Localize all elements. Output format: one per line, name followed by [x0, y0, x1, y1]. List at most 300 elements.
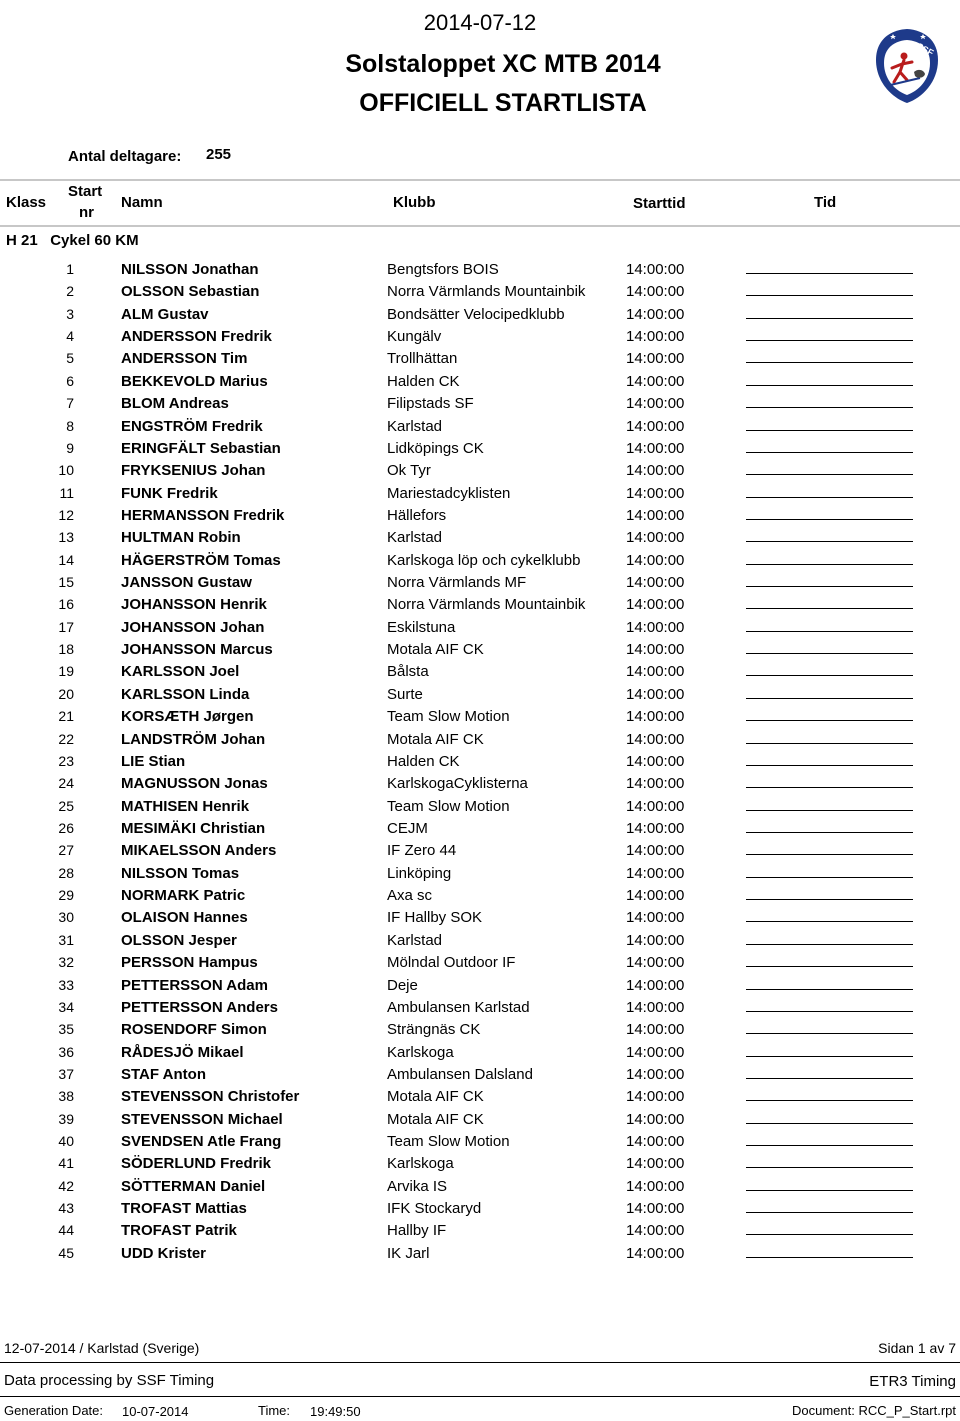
table-row	[0, 1108, 960, 1130]
club-name: Bengtsfors BOIS	[387, 261, 499, 278]
club-name: Arvika IS	[387, 1177, 448, 1195]
result-time-blank	[746, 653, 913, 654]
club-name: Karlskoga	[387, 1043, 454, 1061]
start-time: 14:00:00	[626, 462, 685, 480]
result-time-blank	[746, 541, 913, 542]
table-row	[0, 303, 960, 325]
rider-name: STEVENSSON Christofer	[121, 1088, 300, 1106]
participants-label: Antal deltagare:	[68, 148, 182, 165]
rider-name: UDD Krister	[121, 1244, 207, 1262]
start-time: 14:00:00	[626, 261, 685, 278]
start-time: 14:00:00	[626, 730, 685, 748]
table-row	[0, 482, 960, 504]
table-row	[0, 862, 960, 884]
rider-name: NILSSON Tomas	[121, 864, 240, 882]
result-time-blank	[746, 854, 913, 855]
start-time: 14:00:00	[626, 1155, 685, 1173]
rider-name: BEKKEVOLD Marius	[121, 372, 268, 390]
rider-name: TROFAST Patrik	[121, 1222, 237, 1240]
club-name: Deje	[387, 976, 418, 994]
result-time-blank	[746, 1212, 913, 1213]
result-time-blank	[746, 497, 913, 498]
start-number: 22	[58, 730, 74, 747]
start-time: 14:00:00	[626, 641, 685, 659]
start-number: 41	[58, 1155, 74, 1172]
club-name: Norra Värmlands Mountainbik	[387, 283, 586, 301]
start-time: 14:00:00	[626, 976, 685, 994]
start-time: 14:00:00	[626, 484, 685, 502]
logo-text: SSF	[915, 40, 936, 58]
club-name: Karlskoga löp och cykelklubb	[387, 551, 581, 569]
rider-name: JOHANSSON Johan	[121, 618, 265, 636]
start-time: 14:00:00	[626, 1088, 685, 1106]
start-number: 29	[58, 887, 74, 904]
result-time-blank	[746, 407, 913, 408]
club-name: Halden CK	[387, 752, 460, 770]
table-row	[0, 593, 960, 615]
start-number: 13	[58, 529, 74, 546]
table-row	[0, 795, 960, 817]
rider-name: ROSENDORF Simon	[121, 1021, 267, 1039]
start-time: 14:00:00	[626, 797, 685, 815]
start-number: 25	[58, 797, 74, 814]
rider-name: PETTERSSON Adam	[121, 976, 268, 994]
result-time-blank	[746, 1011, 913, 1012]
result-time-blank	[746, 877, 913, 878]
result-time-blank	[746, 273, 913, 274]
footer-processing: Data processing by SSF Timing	[4, 1372, 215, 1389]
rider-name: OLSSON Sebastian	[121, 283, 260, 301]
rider-name: STAF Anton	[121, 1065, 206, 1083]
result-time-blank	[746, 921, 913, 922]
category-heading	[6, 232, 139, 249]
table-row	[0, 280, 960, 302]
rider-name: RÅDESJÖ Mikael	[121, 1043, 244, 1061]
table-row	[0, 1085, 960, 1107]
result-time-blank	[746, 1123, 913, 1124]
result-time-blank	[746, 385, 913, 386]
rider-name: MIKAELSSON Anders	[121, 842, 277, 860]
rider-name: STEVENSSON Michael	[121, 1110, 283, 1128]
table-row	[0, 1152, 960, 1174]
footer-time-value: 19:49:50	[310, 1404, 361, 1419]
result-time-blank	[746, 832, 913, 833]
start-number: 44	[58, 1222, 74, 1239]
club-name: Mölndal Outdoor IF	[387, 954, 516, 972]
club-name: Linköping	[387, 864, 452, 882]
start-number: 24	[58, 775, 74, 792]
result-time-blank	[746, 765, 913, 766]
footer-rule-2	[0, 1396, 960, 1397]
start-number: 18	[58, 641, 74, 658]
table-row	[0, 951, 960, 973]
club-name: Norra Värmlands Mountainbik	[387, 596, 586, 614]
footer-time-label: Time:	[258, 1403, 291, 1418]
table-row	[0, 258, 960, 280]
result-time-blank	[746, 564, 913, 565]
rider-name: OLSSON Jesper	[121, 931, 237, 949]
rider-name: SÖTTERMAN Daniel	[121, 1177, 266, 1195]
table-row	[0, 683, 960, 705]
result-time-blank	[746, 340, 913, 341]
result-time-blank	[746, 944, 913, 945]
club-name: Team Slow Motion	[387, 708, 510, 726]
start-time: 14:00:00	[626, 708, 685, 726]
footer-page: Sidan 1 av 7	[878, 1340, 956, 1356]
club-name: Motala AIF CK	[387, 730, 484, 748]
table-row	[0, 1197, 960, 1219]
category-code: H 21	[6, 232, 38, 249]
start-time: 14:00:00	[626, 931, 685, 949]
start-number: 36	[58, 1043, 74, 1060]
club-name: Motala AIF CK	[387, 641, 484, 659]
result-time-blank	[746, 1257, 913, 1258]
rider-name: HÄGERSTRÖM Tomas	[121, 551, 281, 569]
club-name: Karlstad	[387, 529, 443, 547]
rider-name: HULTMAN Robin	[121, 529, 241, 547]
table-row	[0, 1219, 960, 1241]
result-time-blank	[746, 966, 913, 967]
club-name: Trollhättan	[387, 350, 458, 368]
table-row	[0, 638, 960, 660]
club-name: Eskilstuna	[387, 618, 456, 636]
rider-name: KARLSSON Linda	[121, 685, 250, 703]
start-number: 16	[58, 596, 74, 613]
start-time: 14:00:00	[626, 596, 685, 614]
table-row	[0, 571, 960, 593]
club-name: Motala AIF CK	[387, 1088, 484, 1106]
club-name: Bålsta	[387, 663, 429, 681]
rider-name: JANSSON Gustaw	[121, 574, 252, 592]
result-time-blank	[746, 519, 913, 520]
club-name: Axa sc	[387, 887, 433, 905]
table-row	[0, 1063, 960, 1085]
club-name: IF Zero 44	[387, 842, 457, 860]
rider-name: SVENDSEN Atle Frang	[121, 1133, 282, 1151]
start-time: 14:00:00	[626, 551, 685, 569]
start-time: 14:00:00	[626, 395, 685, 413]
table-row	[0, 1041, 960, 1063]
result-time-blank	[746, 1190, 913, 1191]
start-time: 14:00:00	[626, 439, 685, 457]
club-name: IF Hallby SOK	[387, 909, 483, 927]
start-time: 14:00:00	[626, 506, 685, 524]
result-time-blank	[746, 586, 913, 587]
table-row	[0, 325, 960, 347]
table-row	[0, 504, 960, 526]
start-number: 19	[58, 663, 74, 680]
result-time-blank	[746, 295, 913, 296]
club-name: Halden CK	[387, 372, 460, 390]
start-number: 38	[58, 1088, 74, 1105]
rider-name: ANDERSSON Fredrik	[121, 328, 272, 346]
start-time: 14:00:00	[626, 1065, 685, 1083]
start-number: 26	[58, 819, 74, 836]
start-number: 12	[58, 506, 74, 523]
header-top-rule	[0, 179, 960, 181]
start-number: 43	[58, 1200, 74, 1217]
result-time-blank	[746, 362, 913, 363]
result-time-blank	[746, 474, 913, 475]
club-name: Filipstads SF	[387, 395, 474, 413]
rider-name: PERSSON Hampus	[121, 954, 258, 972]
result-time-blank	[746, 1234, 913, 1235]
club-name: Ambulansen Karlstad	[387, 998, 530, 1016]
start-time: 14:00:00	[626, 1021, 685, 1039]
footer-gen-date: 10-07-2014	[122, 1404, 189, 1419]
club-name: CEJM	[387, 819, 428, 837]
result-time-blank	[746, 720, 913, 721]
start-time: 14:00:00	[626, 819, 685, 837]
rider-name: ENGSTRÖM Fredrik	[121, 417, 263, 435]
start-number: 6	[66, 372, 74, 389]
result-time-blank	[746, 675, 913, 676]
result-time-blank	[746, 698, 913, 699]
rider-name: FRYKSENIUS Johan	[121, 462, 266, 480]
start-number: 4	[66, 328, 74, 345]
club-name: Ambulansen Dalsland	[387, 1065, 533, 1083]
table-row	[0, 526, 960, 548]
club-name: Team Slow Motion	[387, 797, 510, 815]
club-name: Mariestadcyklisten	[387, 484, 511, 502]
club-name: Surte	[387, 685, 423, 703]
result-time-blank	[746, 1167, 913, 1168]
club-name: Hallby IF	[387, 1222, 447, 1240]
header-bottom-rule	[0, 225, 960, 227]
footer-rule-1	[0, 1362, 960, 1363]
rider-name: JOHANSSON Henrik	[121, 596, 267, 614]
start-number: 11	[59, 484, 74, 501]
start-time: 14:00:00	[626, 909, 685, 927]
start-number: 2	[66, 283, 74, 300]
start-time: 14:00:00	[626, 685, 685, 703]
table-row	[0, 884, 960, 906]
rider-name: KARLSSON Joel	[121, 663, 240, 681]
start-number: 27	[58, 842, 74, 859]
table-row	[0, 1175, 960, 1197]
start-number: 28	[58, 864, 74, 881]
start-number: 9	[66, 439, 74, 456]
table-row	[0, 750, 960, 772]
table-row	[0, 996, 960, 1018]
club-name: Team Slow Motion	[387, 1133, 510, 1151]
rider-name: MESIMÄKI Christian	[121, 819, 266, 837]
rider-name: FUNK Fredrik	[121, 484, 218, 502]
start-time: 14:00:00	[626, 1177, 685, 1195]
result-time-blank	[746, 1145, 913, 1146]
club-name: Karlskoga	[387, 1155, 454, 1173]
table-row	[0, 929, 960, 951]
table-row	[0, 1018, 960, 1040]
club-name: Strängnäs CK	[387, 1021, 481, 1039]
result-time-blank	[746, 1078, 913, 1079]
result-time-blank	[746, 743, 913, 744]
start-number: 17	[58, 618, 74, 635]
start-time: 14:00:00	[626, 1133, 685, 1151]
table-row	[0, 415, 960, 437]
category-name: Cykel 60 KM	[50, 232, 139, 249]
footer-gen-label: Generation Date:	[4, 1403, 104, 1418]
start-number: 10	[58, 462, 74, 479]
footer-date-place: 12-07-2014 / Karlstad (Sverige)	[4, 1340, 200, 1356]
start-number: 5	[66, 350, 74, 367]
start-time: 14:00:00	[626, 305, 685, 323]
rider-name: ERINGFÄLT Sebastian	[121, 439, 281, 457]
club-name: Ok Tyr	[387, 462, 431, 480]
result-time-blank	[746, 608, 913, 609]
start-time: 14:00:00	[626, 752, 685, 770]
rider-name: KORSÆTH Jørgen	[121, 708, 254, 726]
start-time: 14:00:00	[626, 775, 685, 793]
start-number: 33	[58, 976, 74, 993]
table-row	[0, 549, 960, 571]
start-number: 35	[58, 1021, 74, 1038]
start-time: 14:00:00	[626, 328, 685, 346]
start-time: 14:00:00	[626, 1200, 685, 1218]
start-number: 42	[58, 1177, 74, 1194]
table-row	[0, 817, 960, 839]
start-number: 34	[58, 998, 74, 1015]
start-time: 14:00:00	[626, 417, 685, 435]
result-time-blank	[746, 631, 913, 632]
start-number: 1	[66, 261, 74, 277]
rider-name: OLAISON Hannes	[121, 909, 248, 927]
footer-document: Document: RCC_P_Start.rpt	[791, 1403, 956, 1418]
table-row	[0, 616, 960, 638]
rider-name: ANDERSSON Tim	[121, 350, 248, 368]
result-time-blank	[746, 452, 913, 453]
club-name: Bondsätter Velocipedklubb	[387, 305, 565, 323]
rider-name: PETTERSSON Anders	[121, 998, 278, 1016]
list-title: OFFICIELL STARTLISTA	[359, 89, 647, 117]
club-name: KarlskogaCyklisterna	[387, 775, 528, 793]
rider-name: LIE Stian	[121, 752, 186, 770]
rider-name: MAGNUSSON Jonas	[121, 775, 268, 793]
table-row	[0, 370, 960, 392]
result-time-blank	[746, 899, 913, 900]
start-time: 14:00:00	[626, 864, 685, 882]
result-time-blank	[746, 1100, 913, 1101]
result-time-blank	[746, 810, 913, 811]
start-number: 30	[58, 909, 74, 926]
club-name: Karlstad	[387, 417, 443, 435]
table-row	[0, 974, 960, 996]
col-klubb: Klubb	[393, 194, 436, 211]
rider-name: NILSSON Jonathan	[121, 261, 259, 278]
rider-name: SÖDERLUND Fredrik	[121, 1155, 272, 1173]
start-number: 8	[66, 417, 74, 434]
start-number: 15	[58, 574, 74, 591]
rider-name: LANDSTRÖM Johan	[121, 730, 266, 748]
start-time: 14:00:00	[626, 1222, 685, 1240]
start-number: 14	[58, 551, 74, 568]
start-number: 7	[66, 395, 74, 412]
result-time-blank	[746, 1056, 913, 1057]
table-row	[0, 1130, 960, 1152]
start-number: 39	[58, 1110, 74, 1127]
result-time-blank	[746, 1033, 913, 1034]
table-row	[0, 1242, 960, 1264]
table-row	[0, 437, 960, 459]
rider-name: HERMANSSON Fredrik	[121, 506, 285, 524]
table-row	[0, 347, 960, 369]
table-row	[0, 660, 960, 682]
report-date: 2014-07-12	[423, 10, 537, 35]
club-name: Karlstad	[387, 931, 443, 949]
start-time: 14:00:00	[626, 887, 685, 905]
event-title: Solstaloppet XC MTB 2014	[345, 50, 661, 78]
start-number: 32	[58, 954, 74, 971]
start-number: 3	[66, 305, 74, 322]
rider-name: TROFAST Mattias	[121, 1200, 247, 1218]
col-tid: Tid	[814, 194, 837, 211]
club-name: IK Jarl	[387, 1244, 430, 1262]
table-row	[0, 392, 960, 414]
table-row	[0, 705, 960, 727]
rider-name: ALM Gustav	[121, 305, 209, 323]
club-name: Kungälv	[387, 328, 442, 346]
start-time: 14:00:00	[626, 618, 685, 636]
footer-software: ETR3 Timing	[869, 1373, 956, 1390]
start-number: 20	[58, 685, 74, 702]
club-name: Motala AIF CK	[387, 1110, 484, 1128]
club-name: IFK Stockaryd	[387, 1200, 482, 1218]
table-row	[0, 906, 960, 928]
club-name: Hällefors	[387, 506, 447, 524]
start-time: 14:00:00	[626, 1110, 685, 1128]
result-time-blank	[746, 430, 913, 431]
participants-count: 255	[206, 146, 232, 163]
club-name: Lidköpings CK	[387, 439, 484, 457]
skier-emblem-icon	[872, 26, 942, 106]
start-number: 21	[58, 708, 74, 725]
club-name: Norra Värmlands MF	[387, 574, 527, 592]
start-time: 14:00:00	[626, 663, 685, 681]
start-number: 40	[58, 1133, 74, 1150]
col-starttid: Starttid	[633, 195, 686, 212]
start-time: 14:00:00	[626, 1244, 685, 1262]
start-time: 14:00:00	[626, 574, 685, 592]
start-number: 37	[58, 1065, 74, 1082]
start-time: 14:00:00	[626, 529, 685, 547]
col-nr: nr	[79, 204, 94, 221]
rider-name: NORMARK Patric	[121, 887, 246, 905]
start-time: 14:00:00	[626, 283, 685, 301]
start-number: 23	[58, 752, 74, 769]
start-list	[0, 258, 960, 1264]
col-start: Start	[68, 183, 103, 200]
result-time-blank	[746, 989, 913, 990]
result-time-blank	[746, 787, 913, 788]
start-time: 14:00:00	[626, 1043, 685, 1061]
start-time: 14:00:00	[626, 372, 685, 390]
rider-name: MATHISEN Henrik	[121, 797, 250, 815]
start-number: 45	[58, 1244, 74, 1261]
table-row	[0, 772, 960, 794]
table-row	[0, 728, 960, 750]
rider-name: BLOM Andreas	[121, 395, 229, 413]
start-time: 14:00:00	[626, 954, 685, 972]
start-time: 14:00:00	[626, 350, 685, 368]
rider-name: JOHANSSON Marcus	[121, 641, 273, 659]
start-time: 14:00:00	[626, 842, 685, 860]
start-time: 14:00:00	[626, 998, 685, 1016]
table-row	[0, 459, 960, 481]
result-time-blank	[746, 318, 913, 319]
table-row	[0, 839, 960, 861]
col-klass: Klass	[6, 194, 47, 211]
col-namn: Namn	[121, 194, 163, 211]
